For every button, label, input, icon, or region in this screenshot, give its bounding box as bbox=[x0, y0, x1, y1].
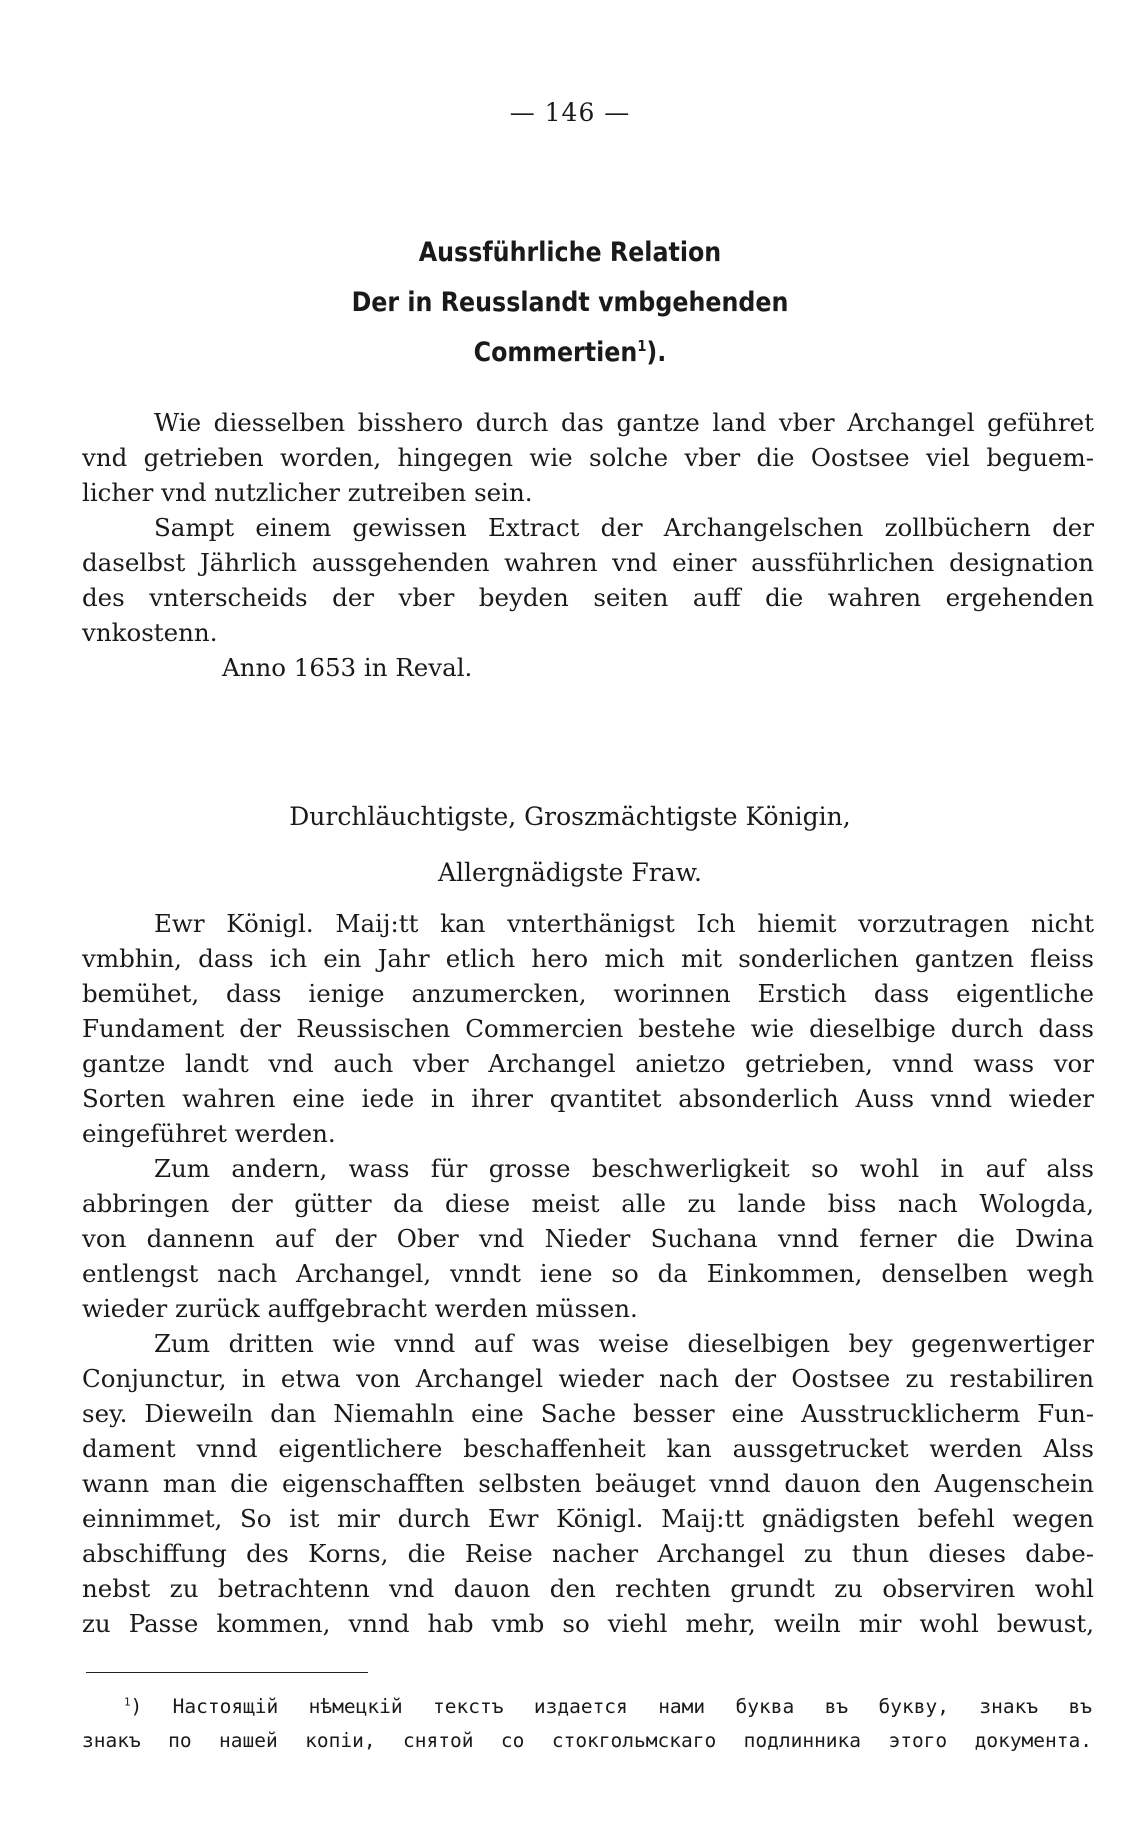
salutation-line-2: Allergnädigste Fraw. bbox=[437, 858, 702, 887]
text-line: wieder zurück auffgebracht werden müssen. bbox=[82, 1294, 638, 1323]
title-line-3-text: Commertien bbox=[473, 337, 638, 368]
title-line-1: Aussführliche Relation bbox=[418, 237, 722, 268]
text-line: Wie diesselben bisshero durch das gantze land vber Archangel geführet bbox=[154, 408, 1094, 437]
text-line: von dannenn auf der Ober vnd Nieder Suchana vnnd ferner die Dwina bbox=[82, 1224, 1094, 1253]
footnote-marker: 1 bbox=[124, 1695, 131, 1709]
letter-body bbox=[82, 906, 1094, 1641]
text-line: einnimmet, So ist mir durch Ewr Königl. Maij:tt gnädigsten befehl wegen bbox=[82, 1504, 1094, 1533]
text-line: dament vnnd eigentlichere beschaffenheit kan aussgetrucket werden Alss bbox=[82, 1434, 1094, 1463]
text-line: licher vnd nutzlicher zutreiben sein. bbox=[82, 478, 533, 507]
title-line-3-end: ). bbox=[646, 337, 667, 368]
text-line: Sampt einem gewissen Extract der Archangelschen zollbüchern der bbox=[154, 513, 1094, 542]
text-line: des vnterscheids der vber beyden seiten auff die wahren ergehenden bbox=[82, 583, 1094, 612]
page-number: — 146 — bbox=[509, 98, 631, 127]
text-line: vmbhin, dass ich ein Jahr etlich hero mich mit sonderlichen gantzen fleiss bbox=[82, 944, 1094, 973]
intro-paragraph bbox=[82, 405, 1094, 685]
text-line: gantze landt vnd auch vber Archangel anietzo getrieben, vnnd wass vor bbox=[82, 1049, 1094, 1078]
title-line-3 bbox=[68, 328, 1071, 378]
text-line: zu Passe kommen, vnnd hab vmb so viehl mehr, weiln mir wohl bewust, bbox=[82, 1609, 1094, 1638]
footnote-line-1 bbox=[82, 1690, 1092, 1724]
text-line: nebst zu betrachtenn vnd dauon den rechten grundt zu observiren wohl bbox=[82, 1574, 1094, 1603]
text-line: bemühet, dass ienige anzumercken, worinnen Erstich dass eigentliche bbox=[82, 979, 1094, 1008]
text-line: Zum dritten wie vnnd auf was weise dieselbigen bey gegenwertiger bbox=[154, 1329, 1094, 1358]
text-line: Fundament der Reussischen Commercien bestehe wie dieselbige durch dass bbox=[82, 1014, 1094, 1043]
footnote-line-2: знакъ по нашей копіи, снятой со стокгольмскаго подлинника этого документа. bbox=[82, 1729, 1092, 1752]
salutation-line-1: Durchläuchtigste, Groszmächtigste Königin, bbox=[289, 802, 851, 831]
text-line: wann man die eigenschafften selbsten beäuget vnnd dauon den Augenschein bbox=[82, 1469, 1094, 1498]
text-line: Zum andern, wass für grosse beschwerligkeit so wohl in auf alss bbox=[154, 1154, 1094, 1183]
title-line-2: Der in Reusslandt vmbgehenden bbox=[351, 287, 789, 318]
footnote-text-1: ) Настоящій нѣмецкій текстъ издается нами буква въ букву, знакъ въ bbox=[130, 1695, 1092, 1718]
text-line: Ewr Königl. Maij:tt kan vnterthänigst Ich hiemit vorzutragen nicht bbox=[154, 909, 1094, 938]
footnote-reference: 1 bbox=[637, 337, 647, 355]
footnote bbox=[82, 1690, 1092, 1758]
text-line: abbringen der gütter da diese meist alle zu lande biss nach Wologda, bbox=[82, 1189, 1094, 1218]
document-title bbox=[68, 228, 1071, 378]
text-line: sey. Dieweiln dan Niemahln eine Sache besser eine Ausstrucklicherm Fun- bbox=[82, 1399, 1094, 1428]
text-line: abschiffung des Korns, die Reise nacher Archangel zu thun dieses dabe- bbox=[82, 1539, 1094, 1568]
text-line: vnkostenn. bbox=[82, 618, 218, 647]
text-line: eingeführet werden. bbox=[82, 1119, 336, 1148]
footnote-divider bbox=[86, 1672, 368, 1673]
date-line: Anno 1653 in Reval. bbox=[222, 653, 473, 682]
text-line: Sorten wahren eine iede in ihrer qvantitet absonderlich Auss vnnd wieder bbox=[82, 1084, 1094, 1113]
text-line: daselbst Jährlich aussgehenden wahren vnd einer aussführlichen designation bbox=[82, 548, 1094, 577]
text-line: Conjunctur, in etwa von Archangel wieder nach der Oostsee zu restabiliren bbox=[82, 1364, 1094, 1393]
text-line: entlengst nach Archangel, vnndt iene so da Einkommen, denselben wegh bbox=[82, 1259, 1094, 1288]
text-line: vnd getrieben worden, hingegen wie solche vber die Oostsee viel beguem- bbox=[82, 443, 1094, 472]
